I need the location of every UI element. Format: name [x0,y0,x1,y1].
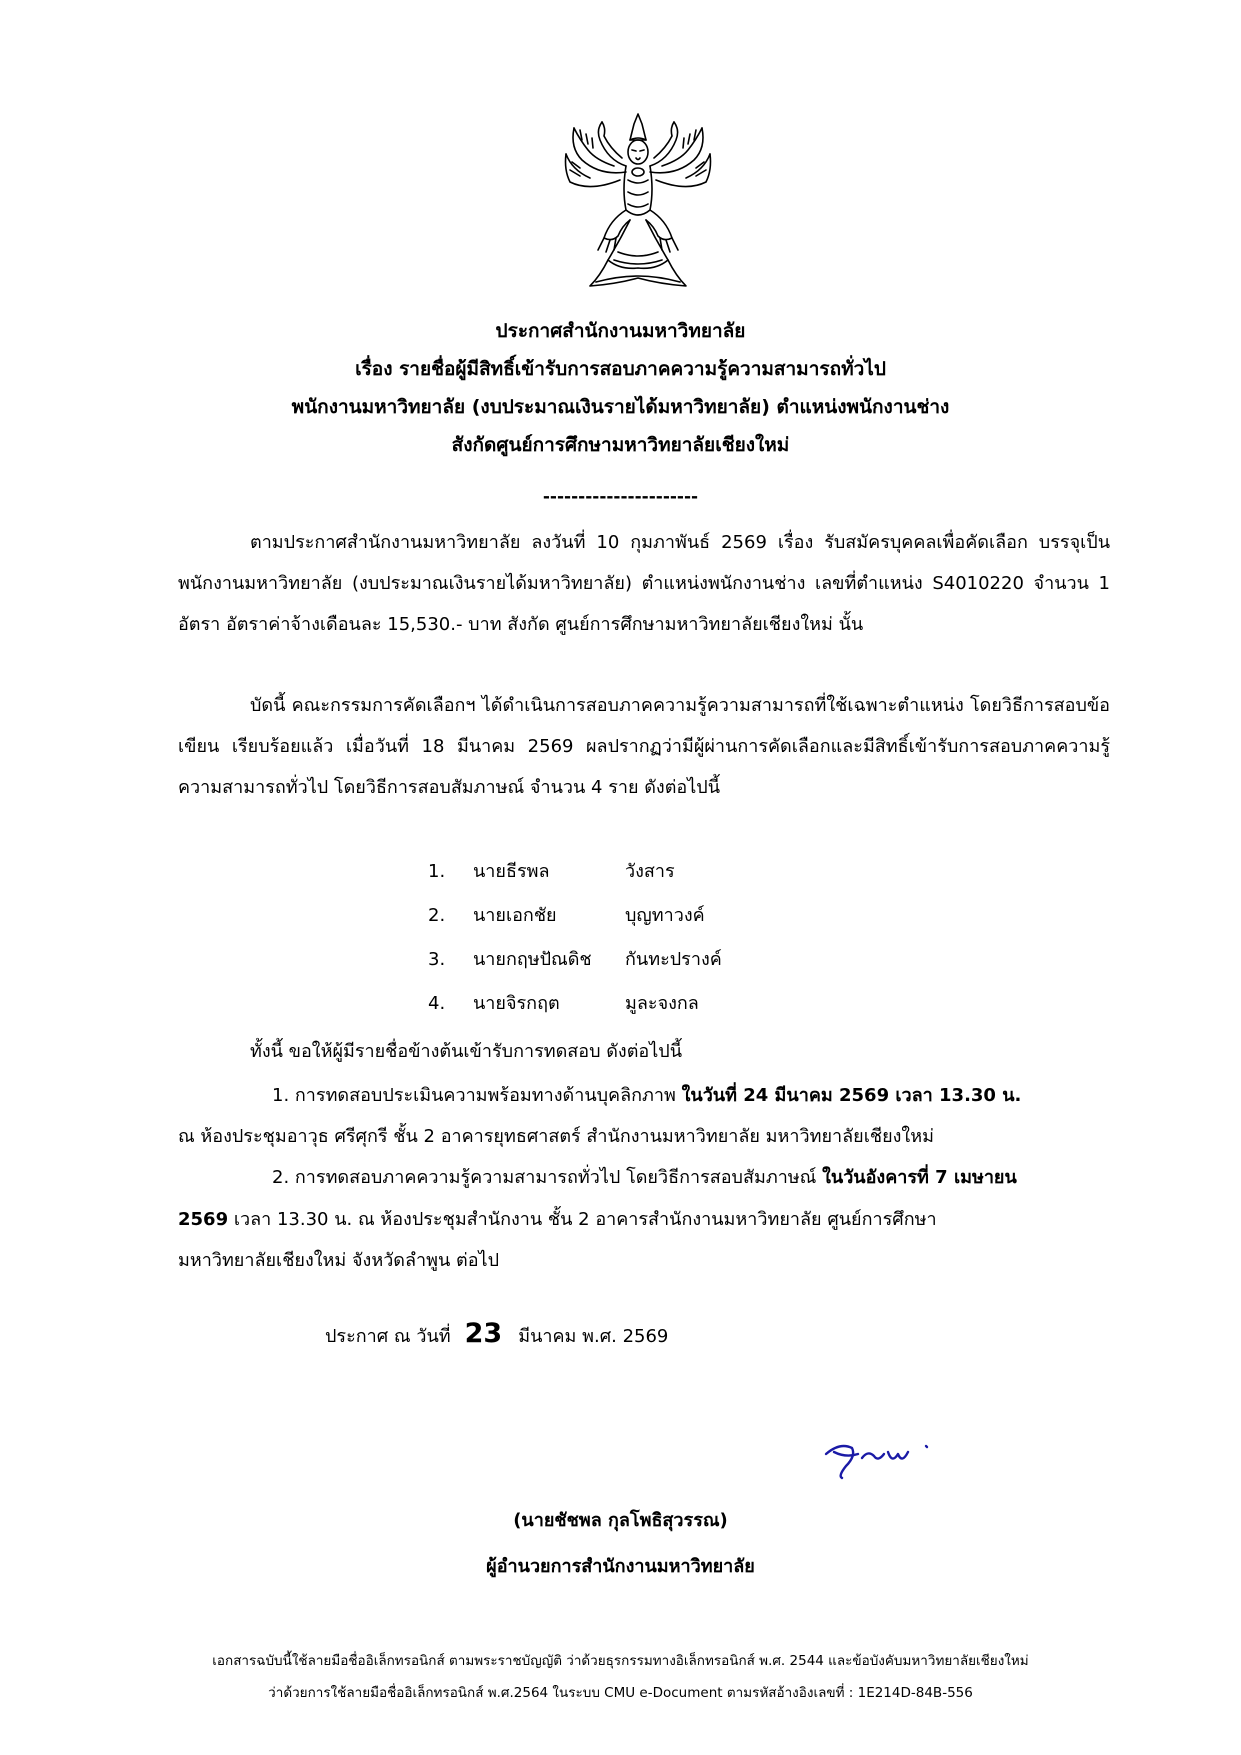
candidate-row [428,938,722,982]
title-line-4: สังกัดศูนย์การศึกษามหาวิทยาลัยเชียงใหม่ [451,434,790,456]
title-line-3: พนักงานมหาวิทยาลัย (งบประมาณเงินรายได้มหาวิทยาลัย) ตำแหน่งพนักงานช่าง [291,396,950,418]
candidate-row [428,894,722,938]
announcement-date [325,1318,668,1350]
candidate-row [428,850,722,894]
test-item-1-text: 1. การทดสอบประเมินความพร้อมทางด้านบุคลิกภาพ [272,1085,682,1106]
announcement-title [0,312,1241,464]
candidate-list [428,850,722,1026]
test-item-2-location-text: เวลา 13.30 น. ณ ห้องประชุมสำนักงาน ชั้น 2 อาคารสำนักงานมหาวิทยาลัย ศูนย์การศึกษา [228,1209,937,1230]
footer-line-2: ว่าด้วยการใช้ลายมือชื่ออิเล็กทรอนิกส์ พ.ศ.2564 ในระบบ CMU e-Document ตามรหัสอ้างอิงเลขที่ : 1E214D-84B-556 [268,1685,973,1701]
announcement-month-year: มีนาคม พ.ศ. 2569 [518,1326,669,1347]
title-line-1: ประกาศสำนักงานมหาวิทยาลัย [495,320,746,342]
paragraph-reference: ตามประกาศสำนักงานมหาวิทยาลัย ลงวันที่ 10 กุมภาพันธ์ 2569 เรื่อง รับสมัครบุคคลเพื่อคัดเลือก บรรจุเป็นพนักงานมหาวิทยาลัย (งบประมาณเงินรายได้มหาวิทยาลัย) ตำแหน่งพนักงานช่าง เลขที่ตำแหน่ง S4010220 จำนวน 1 อัตรา อัตราค่าจ้างเดือนละ 15,530.- บาท สังกัด ศูนย์การศึกษามหาวิทยาลัยเชียงใหม่ นั้น [178,532,1110,635]
test-item-2-location [178,1204,937,1233]
test-item-1-location: ณ ห้องประชุมอาวุธ ศรีศุกรี ชั้น 2 อาคารยุทธศาสตร์ สำนักงานมหาวิทยาลัย มหาวิทยาลัยเชียงใหม่ [178,1126,934,1147]
test-item-2-date: ในวันอังคารที่ 7 เมษายน [822,1167,1017,1188]
test-item-2-year: 2569 [178,1209,229,1230]
announcement-day: 23 [464,1318,503,1349]
candidate-number: 1. [428,861,446,882]
candidate-first-name: นายเอกชัย [473,905,557,926]
candidate-number: 4. [428,993,446,1014]
test-item-1 [272,1080,1021,1109]
candidate-last-name: บุญทาวงค์ [625,905,705,926]
handwritten-signature-icon [822,1432,942,1480]
title-separator: ---------------------- [542,487,699,507]
footer-line-1: เอกสารฉบับนี้ใช้ลายมือชื่ออิเล็กทรอนิกส์ ตามพระราชบัญญัติ ว่าด้วยธุรกรรมทางอิเล็กทรอนิกส์ พ.ศ. 2544 และข้อบังคับมหาวิทยาลัยเชียงใหม่ [212,1653,1029,1669]
candidate-number: 3. [428,949,446,970]
test-item-2-location-cont: มหาวิทยาลัยเชียงใหม่ จังหวัดลำพูน ต่อไป [178,1250,499,1271]
test-item-2 [272,1162,1017,1191]
title-line-2: เรื่อง รายชื่อผู้มีสิทธิ์เข้ารับการสอบภาคความรู้ความสามารถทั่วไป [355,358,886,380]
candidate-number: 2. [428,905,446,926]
candidate-first-name: นายธีรพล [473,861,550,882]
paragraph-result: บัดนี้ คณะกรรมการคัดเลือกฯ ได้ดำเนินการสอบภาคความรู้ความสามารถที่ใช้เฉพาะตำแหน่ง โดยวิธีการสอบข้อเขียน เรียบร้อยแล้ว เมื่อวันที่ 18 มีนาคม 2569 ผลปรากฏว่ามีผู้ผ่านการคัดเลือกและมีสิทธิ์เข้ารับการสอบภาคความรู้ความสามารถทั่วไป โดยวิธีการสอบสัมภาษณ์ จำนวน 4 ราย ดังต่อไปนี้ [178,695,1110,798]
candidate-first-name: นายจิรกฤต [473,993,560,1014]
signer-name: (นายชัชพล กุลโพธิสุวรรณ) [513,1510,728,1531]
announcement-prefix: ประกาศ ณ วันที่ [325,1326,451,1347]
candidate-first-name: นายกฤษปัณดิช [473,949,592,970]
test-item-1-date: ในวันที่ 24 มีนาคม 2569 เวลา 13.30 น. [681,1085,1022,1106]
candidate-row [428,982,722,1026]
garuda-emblem-icon [560,110,716,296]
paragraph-instruction: ทั้งนี้ ขอให้ผู้มีรายชื่อข้างต้นเข้ารับการทดสอบ ดังต่อไปนี้ [250,1041,682,1062]
candidate-last-name: มูละจงกล [625,993,699,1014]
test-item-2-text: 2. การทดสอบภาคความรู้ความสามารถทั่วไป โดยวิธีการสอบสัมภาษณ์ [272,1167,823,1188]
candidate-last-name: วังสาร [625,861,675,882]
candidate-last-name: กันทะปรางค์ [625,949,722,970]
signer-position: ผู้อำนวยการสำนักงานมหาวิทยาลัย [486,1556,755,1577]
